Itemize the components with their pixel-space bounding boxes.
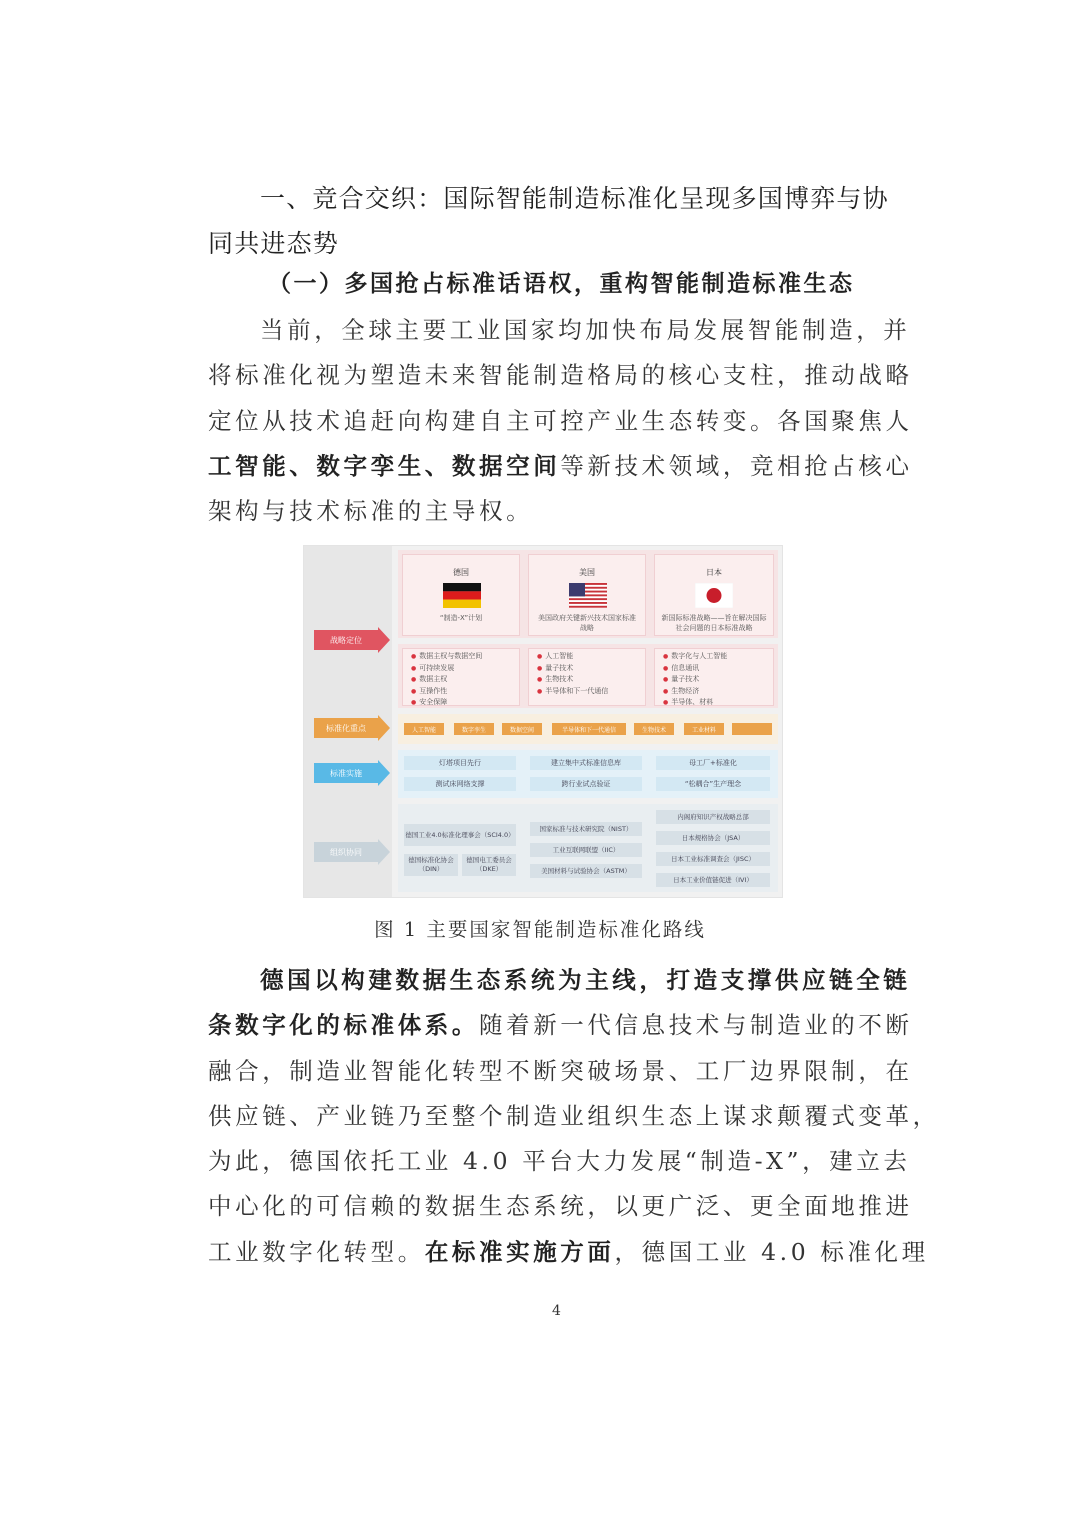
org-cell: 国家标准与技术研究院（NIST）: [530, 822, 642, 836]
paragraph-text: ，德国工业 4.0 标准化理: [614, 1237, 929, 1266]
focus-card-germany: [402, 648, 520, 706]
section-heading-line-1: 一、竞合交织：国际智能制造标准化呈现多国博弈与协: [260, 184, 889, 213]
paragraph-line: 融合，制造业智能化转型不断突破场景、工厂边界限制，在: [208, 1056, 913, 1085]
country-card-usa: [528, 554, 646, 636]
impl-cell: 测试床网络支撑: [404, 777, 516, 791]
bullet-item: ● 量子技术: [663, 674, 727, 686]
impl-cell: “松耦合”生产理念: [656, 777, 770, 791]
row-label-organization: 组织协同: [314, 842, 378, 862]
bold-keywords: 工智能、数字孪生、数据空间: [208, 451, 561, 480]
page-number: 4: [552, 1303, 561, 1319]
row-label-focus: 标准化重点: [314, 718, 378, 738]
bullet-item: ● 数据主权与数据空间: [411, 651, 482, 663]
subsection-heading: （一）多国抢占标准话语权，重构智能制造标准生态: [268, 270, 855, 297]
paragraph-line: 中心化的可信赖的数据生态系统，以更广泛、更全面地推进: [208, 1192, 913, 1221]
bold-lead: 条数字化的标准体系。: [208, 1011, 479, 1040]
paragraph-line: 为此，德国依托工业 4.0 平台大力发展“制造-X”，建立去: [208, 1147, 911, 1176]
germany-flag-icon: [443, 583, 481, 608]
bullet-list: [537, 651, 608, 697]
bullet-item: ● 可持续发展: [411, 663, 482, 675]
org-cell: 工业互联网联盟（IIC）: [530, 843, 642, 857]
impl-cell: 建立集中式标准信息库: [530, 756, 642, 770]
country-card-japan: [654, 554, 774, 636]
org-cell: 内阁府知识产权战略总部: [656, 810, 770, 824]
focus-chip: 生物技术: [634, 723, 674, 735]
focus-chip: 人工智能: [404, 723, 444, 735]
paragraph-line: [208, 1003, 913, 1048]
bullet-item: ● 信息通讯: [663, 663, 727, 675]
country-card-germany: [402, 554, 520, 636]
org-cell: 德国工业4.0标准化理事会（SCI4.0）: [404, 824, 516, 846]
paragraph-text: 工业数字化转型。: [208, 1237, 425, 1266]
bullet-item: ● 数据主权: [411, 674, 482, 686]
country-name: 德国: [453, 568, 469, 577]
focus-chip: 半导体和下一代通信: [552, 723, 626, 735]
paragraph-line: 供应链、产业链乃至整个制造业组织生态上谋求颠覆式变革，: [208, 1101, 940, 1130]
org-cell: 德国标准化协会（DIN）: [404, 854, 458, 876]
row-label-strategy: 战略定位: [314, 630, 378, 650]
paragraph-intro: [208, 308, 913, 534]
paragraph-line: [208, 958, 911, 1003]
bullet-item: ● 人工智能: [537, 651, 608, 663]
paragraph-germany: [208, 958, 940, 1275]
japan-flag-icon: [695, 583, 733, 608]
country-plan: 新国际标准战略——旨在解决国际社会问题的日本标准战略: [661, 614, 767, 632]
focus-card-japan: [654, 648, 774, 706]
bullet-list: [411, 651, 482, 709]
bold-lead: 德国以构建数据生态系统为主线，打造支撑供应链全链: [260, 966, 911, 994]
country-name: 日本: [706, 568, 722, 577]
bold-phrase: 在标准实施方面: [424, 1237, 615, 1266]
bullet-item: ● 生物技术: [537, 674, 608, 686]
figure-standardization-routes: [303, 545, 783, 898]
paragraph-line: 定位从技术追赶向构建自主可控产业生态转变。各国聚焦人: [208, 406, 913, 435]
org-cell: 德国电工委员会（DKE）: [462, 854, 516, 876]
bullet-item: ● 半导体和下一代通信: [537, 686, 608, 698]
focus-chip: 工业材料: [684, 723, 724, 735]
paragraph-line: [208, 444, 913, 489]
impl-cell: 跨行业试点验证: [530, 777, 642, 791]
impl-cell: 母工厂+标准化: [656, 756, 770, 770]
bullet-list: [663, 651, 727, 709]
usa-flag-icon: [569, 583, 607, 608]
bullet-item: ● 半导体、材料: [663, 697, 727, 709]
row-label-implementation: 标准实施: [314, 763, 378, 783]
bullet-item: ● 生物经济: [663, 686, 727, 698]
bullet-item: ● 数字化与人工智能: [663, 651, 727, 663]
bullet-item: ● 互操作性: [411, 686, 482, 698]
paragraph-line: [208, 1230, 929, 1275]
paragraph-line: 当前，全球主要工业国家均加快布局发展智能制造，并: [260, 316, 911, 344]
country-plan: “制造-X”计划: [439, 614, 483, 622]
focus-chip: 数字孪生: [454, 723, 494, 735]
figure-caption: 图 1 主要国家智能制造标准化路线: [374, 918, 706, 941]
bullet-item: ● 量子技术: [537, 663, 608, 675]
country-name: 美国: [579, 568, 595, 577]
paragraph-line: 架构与技术标准的主导权。: [208, 497, 534, 526]
focus-chip: 数据空间: [502, 723, 542, 735]
org-cell: 日本工业价值链促进（IVI）: [656, 873, 770, 887]
org-cell: 美国材料与试验协会（ASTM）: [530, 864, 642, 878]
paragraph-line: 将标准化视为塑造未来智能制造格局的核心支柱，推动战略: [208, 361, 913, 390]
paragraph-text: 等新技术领域，竞相抢占核心: [560, 451, 913, 480]
section-heading: [208, 176, 889, 266]
org-cell: 日本规格协会（JSA）: [656, 831, 770, 845]
impl-cell: 灯塔项目先行: [404, 756, 516, 770]
section-heading-line-2: 同共进态势: [208, 229, 340, 258]
country-plan: 美国政府关键新兴技术国家标准战略: [538, 614, 636, 632]
bullet-item: ● 安全保障: [411, 697, 482, 709]
org-cell: 日本工业标准调查会（JISC）: [656, 852, 770, 866]
paragraph-text: 随着新一代信息技术与制造业的不断: [479, 1011, 913, 1040]
focus-chip-blank: [732, 723, 772, 735]
focus-card-usa: [528, 648, 646, 706]
